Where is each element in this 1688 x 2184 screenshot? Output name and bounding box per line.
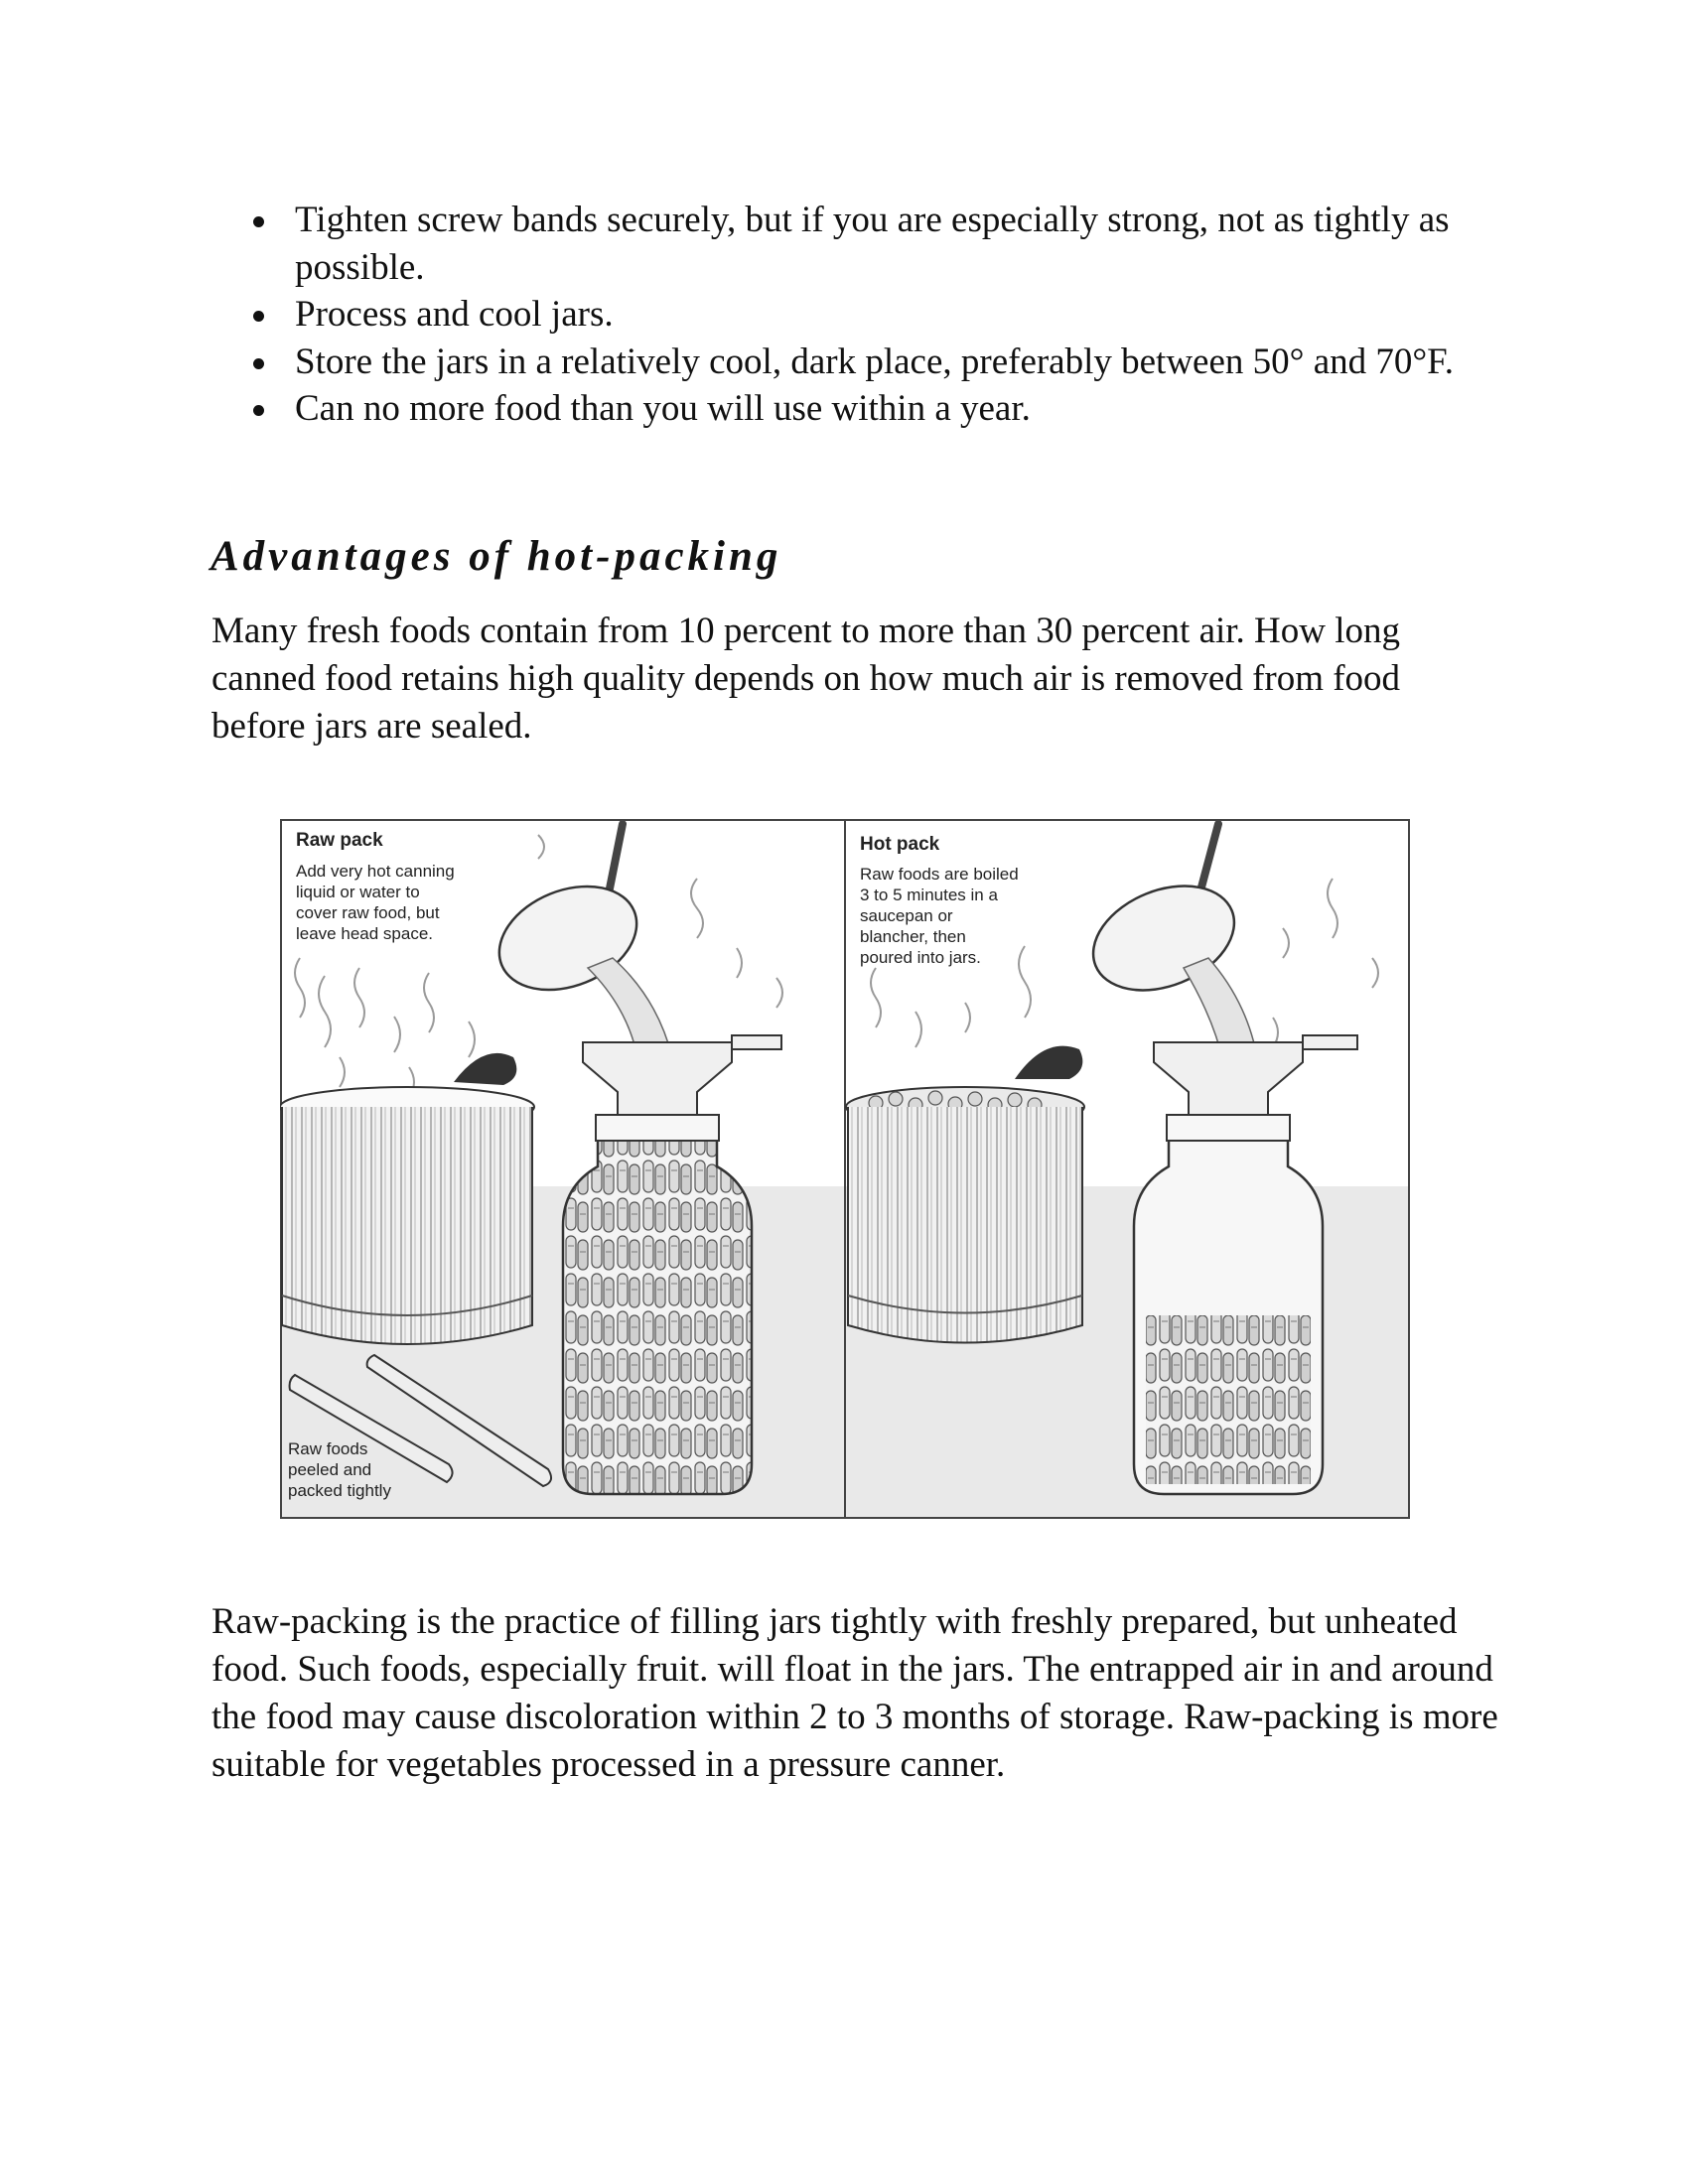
illustration-svg <box>280 819 1410 1519</box>
bullet-item <box>253 291 1494 339</box>
bullet-icon <box>253 405 264 416</box>
jar-contents <box>1146 1315 1311 1484</box>
bullet-item <box>253 197 1494 291</box>
raw-pack-title: Raw pack <box>296 830 383 851</box>
raw-pack-caption-line: leave head space. <box>296 924 433 943</box>
raw-packing-paragraph: Raw-packing is the practice of filling jars tightly with freshly prepared, but unheated food. Such foods, especially fruit. will float in the jars. The entrapped air in and around the food may cause discoloration within 2 to 3 months of storage. Raw-packing is more suitable for vegetables processed in a pressure canner. <box>211 1601 1498 1785</box>
raw-pack-jar <box>563 1137 752 1494</box>
bullet-item <box>253 339 1494 386</box>
raw-pack-caption-line: cover raw food, but <box>296 903 440 922</box>
bullet-list <box>253 197 1494 433</box>
hot-pack-caption-line: saucepan or <box>860 906 953 925</box>
intro-paragraph: Many fresh foods contain from 10 percent to more than 30 percent air. How long canned food retains high quality depends on how much air is removed from food before jars are sealed. <box>211 611 1401 747</box>
bullet-icon <box>253 358 264 369</box>
bullet-text: Process and cool jars. <box>295 294 614 335</box>
bullet-text: Store the jars in a relatively cool, dark place, preferably between 50° and 70°F. <box>295 341 1455 382</box>
hot-pack-caption-line: poured into jars. <box>860 948 981 967</box>
bullet-icon <box>253 311 264 322</box>
hot-pack-caption-line: blancher, then <box>860 927 966 946</box>
bullet-item <box>253 385 1494 433</box>
bullet-text: Tighten screw bands securely, but if you are especially strong, not as tightly as possible. <box>295 200 1450 288</box>
jar-neck <box>1167 1115 1290 1141</box>
jar-neck <box>596 1115 719 1141</box>
bullet-text: Can no more food than you will use within a year. <box>295 388 1031 429</box>
pot-body <box>848 1107 1082 1343</box>
canning-illustration <box>280 819 1410 1519</box>
raw-foods-label-line: Raw foods <box>288 1439 368 1458</box>
raw-pack-caption-line: liquid or water to <box>296 883 420 901</box>
hot-pack-caption-line: 3 to 5 minutes in a <box>860 886 998 904</box>
hot-pack-title: Hot pack <box>860 834 940 855</box>
section-heading: Advantages of hot-packing <box>211 533 782 580</box>
pot-body <box>282 1107 532 1344</box>
raw-foods-label-line: packed tightly <box>288 1481 391 1500</box>
raw-pack-caption-line: Add very hot canning <box>296 862 455 881</box>
raw-foods-label-line: peeled and <box>288 1460 372 1479</box>
hot-pack-caption-line: Raw foods are boiled <box>860 865 1019 884</box>
bullet-icon <box>253 216 264 227</box>
